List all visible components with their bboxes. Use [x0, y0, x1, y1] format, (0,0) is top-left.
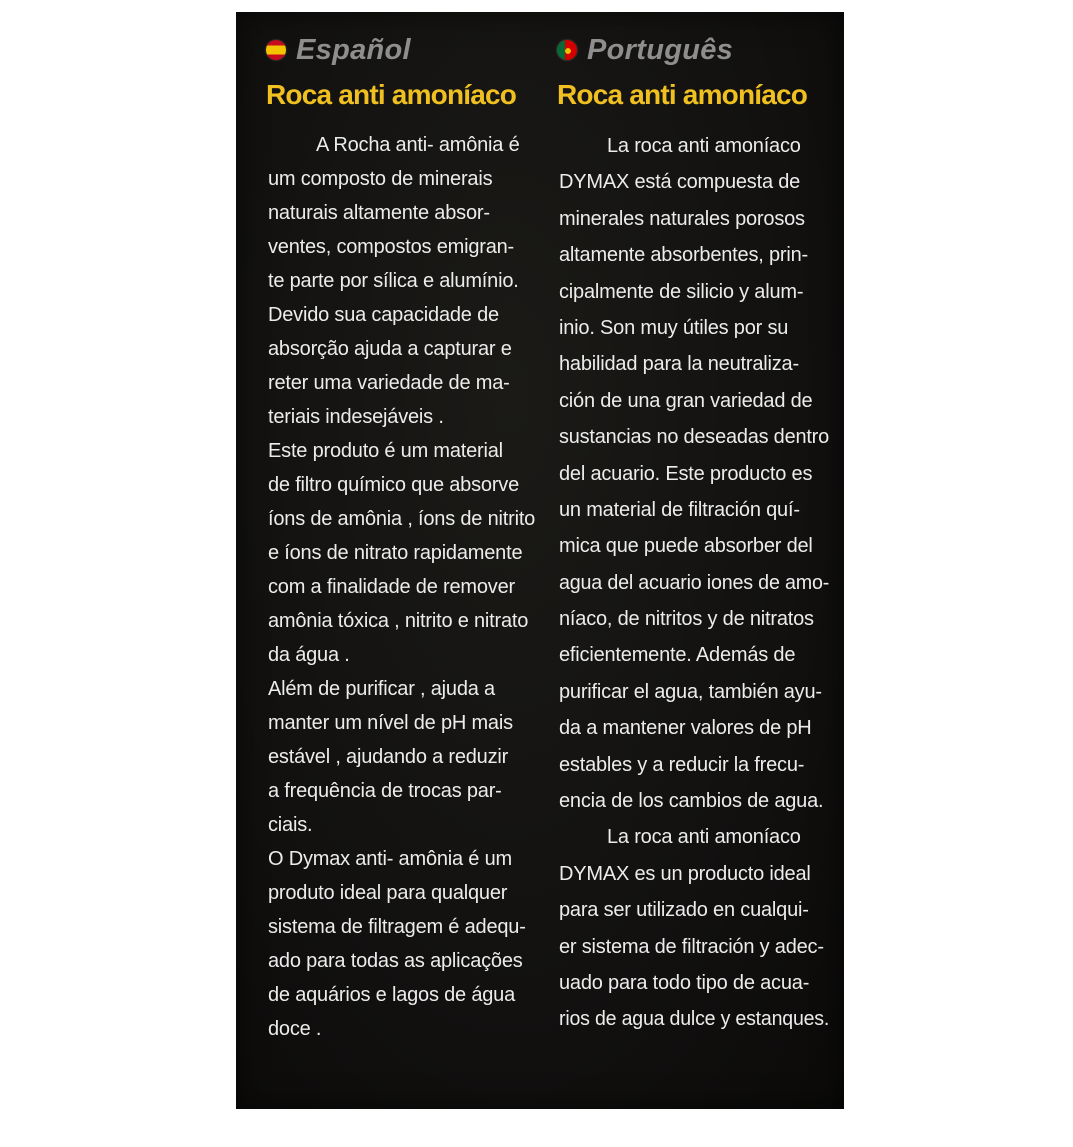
- text-line: da a mantener valores de pH: [559, 717, 812, 740]
- text-line: del acuario. Este producto es: [559, 462, 813, 485]
- text-line: de aquários e lagos de água: [268, 984, 516, 1006]
- text-line: com a finalidade de remover: [268, 576, 515, 598]
- text-line: Devido sua capacidade de: [268, 304, 499, 326]
- text-line: ciais.: [268, 814, 313, 836]
- text-line: Além de purificar , ajuda a: [268, 678, 495, 700]
- text-line: produto ideal para qualquer: [268, 882, 508, 904]
- text-line: íons de amônia , íons de nitrito: [268, 508, 536, 530]
- text-line: O Dymax anti- amônia é um: [268, 848, 512, 870]
- text-line: ción de una gran variedad de: [559, 389, 813, 412]
- text-line: purificar el agua, también ayu-: [559, 680, 822, 703]
- text-line: mica que puede absorber del: [559, 535, 813, 558]
- text-line: agua del acuario iones de amo-: [559, 571, 830, 594]
- language-header-right: [557, 30, 733, 70]
- text-line: La roca anti amoníaco: [607, 135, 801, 157]
- text-line: da água .: [268, 644, 350, 666]
- text-line: manter um nível de pH mais: [268, 712, 513, 734]
- text-line: inio. Son muy útiles por su: [559, 316, 789, 339]
- language-name-right: Português: [587, 33, 734, 66]
- text-line: ado para todas as aplicações: [268, 950, 523, 972]
- text-line: Este produto é um material: [268, 440, 503, 462]
- text-line: níaco, de nitritos y de nitratos: [559, 608, 814, 631]
- text-line: cipalmente de silicio y alum-: [559, 280, 804, 303]
- spain-flag-icon: [266, 40, 286, 60]
- text-line: DYMAX es un producto ideal: [559, 862, 811, 885]
- language-header-left: [266, 30, 411, 70]
- portugal-flag-icon: [557, 40, 577, 60]
- text-line: eficientemente. Además de: [559, 644, 796, 667]
- text-line: sustancias no deseadas dentro: [559, 426, 829, 449]
- text-line: encia de los cambios de agua.: [559, 790, 824, 813]
- text-line: de filtro químico que absorve: [268, 474, 520, 496]
- product-title-left: Roca anti amoníaco: [266, 79, 517, 110]
- text-line: absorção ajuda a capturar e: [268, 338, 512, 360]
- text-line: reter uma variedade de ma-: [268, 372, 510, 394]
- text-line: estables y a reducir la frecu-: [559, 753, 805, 776]
- product-title-right: Roca anti amoníaco: [557, 79, 808, 110]
- product-label-panel: [236, 12, 844, 1109]
- body-text-left: [268, 128, 538, 1046]
- text-line: A Rocha anti- amônia é: [316, 134, 520, 156]
- text-line: estável , ajudando a reduzir: [268, 746, 509, 768]
- text-line: un material de filtración quí-: [559, 498, 800, 521]
- text-line: habilidad para la neutraliza-: [559, 353, 799, 376]
- text-line: para ser utilizado en cualqui-: [559, 899, 809, 922]
- text-line: a frequência de trocas par-: [268, 780, 502, 802]
- text-line: DYMAX está compuesta de: [559, 171, 801, 194]
- text-line: naturais altamente absor-: [268, 202, 490, 224]
- text-line: e íons de nitrato rapidamente: [268, 542, 523, 564]
- text-line: altamente absorbentes, prin-: [559, 244, 808, 267]
- text-line: teriais indesejáveis .: [268, 406, 444, 428]
- text-line: ventes, compostos emigran-: [268, 236, 515, 258]
- text-line: er sistema de filtración y adec-: [559, 935, 824, 958]
- text-line: doce .: [268, 1018, 322, 1040]
- text-line: te parte por sílica e alumínio.: [268, 270, 519, 292]
- text-line: sistema de filtragem é adequ-: [268, 916, 526, 938]
- body-text-right: [559, 128, 829, 1038]
- language-name-left: Español: [296, 33, 411, 66]
- text-line: amônia tóxica , nitrito e nitrato: [268, 610, 529, 632]
- text-line: La roca anti amoníaco: [607, 826, 801, 849]
- text-line: uado para todo tipo de acua-: [559, 971, 810, 994]
- text-line: um composto de minerais: [268, 168, 493, 190]
- text-line: minerales naturales porosos: [559, 207, 805, 230]
- text-line: rios de agua dulce y estanques.: [559, 1008, 830, 1031]
